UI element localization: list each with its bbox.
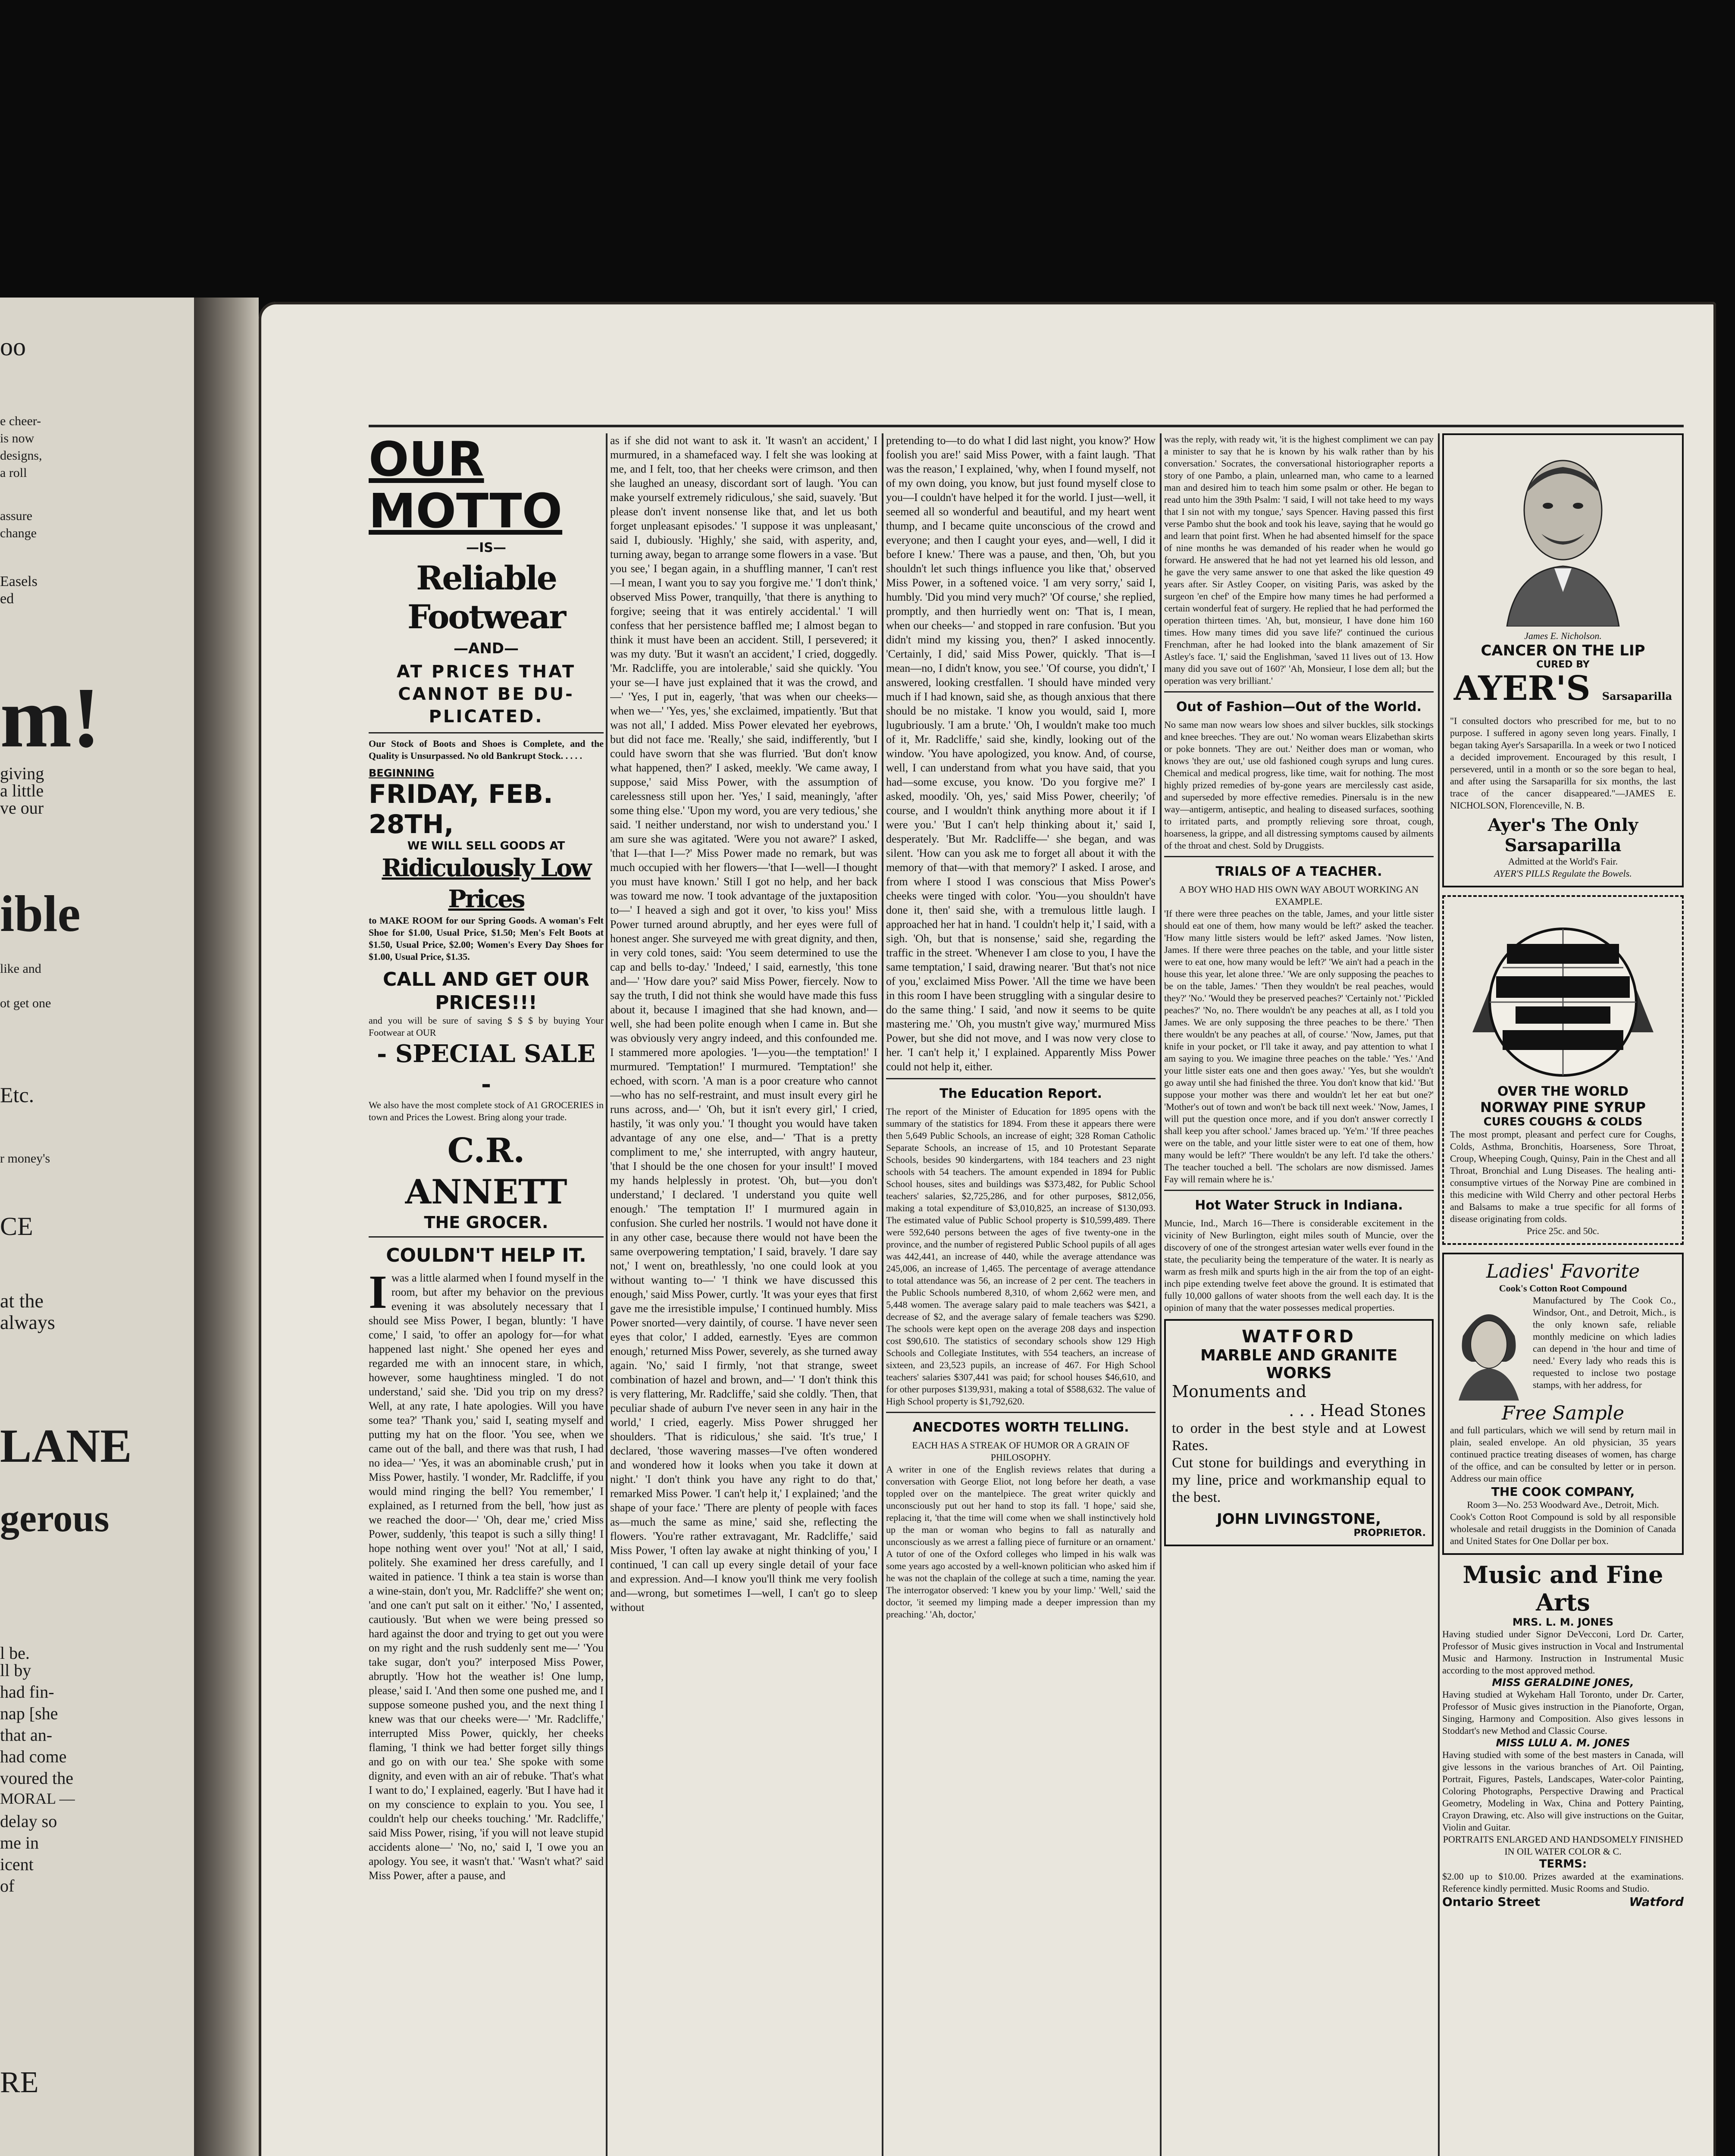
marble-works-advertisement (1164, 1319, 1434, 1546)
cures-label: CURES COUGHS & COLDS (1483, 1116, 1643, 1128)
adjacent-page-text-fragment: that an- (0, 1725, 53, 1745)
make-room-text: to MAKE ROOM for our Spring Goods. A woman's Felt Shoe for $1.00, Usual Price, $1.50; Men's Felt Boots at $1.50, Usual Price, $2.00; Women's Every Day Shoes for $1.00, Usual Price, $1.35. (369, 915, 604, 962)
cook-compound-advertisement (1442, 1253, 1684, 1555)
terms-text: $2.00 up to $10.00. Prizes awarded at the examinations. Reference kindly permitted. Music Rooms and Studio. (1442, 1871, 1684, 1894)
street-line (1442, 1895, 1684, 1909)
mrs-jones-text: Having studied under Signor DeVecconi, Lord Dr. Carter, Professor of Music gives instruction in Vocal and Instrumental Music and Harmony. Instruction in Instrumental Music according to the most approved method. (1442, 1629, 1684, 1676)
cook-sold-text: Cook's Cotton Root Compound is sold by all responsible wholesale and retail druggists in the Dominion of Canada and United States for One Dollar per box. (1450, 1511, 1676, 1546)
adjacent-page-text-fragment: ve our (0, 798, 44, 818)
column-rule (606, 433, 608, 2156)
adjacent-page-text-fragment: a roll (0, 466, 27, 480)
adjacent-page-text-fragment: m! (0, 670, 101, 765)
adjacent-page-text-fragment: l be. (0, 1643, 30, 1663)
adjacent-page-text-fragment: RE (0, 2066, 39, 2099)
cook-product-name: Cook's Cotton Root Compound (1499, 1283, 1627, 1294)
book-gutter (194, 298, 259, 2156)
column-rule (1160, 433, 1162, 2156)
adjacent-page-text-fragment: delay so (0, 1811, 57, 1831)
stock-statement: Our Stock of Boots and Shoes is Complete, and the Quality is Unsurpassed. No old Bankrupt Stock. . . . . (369, 738, 604, 761)
norway-pine-name: NORWAY PINE SYRUP (1480, 1099, 1646, 1116)
mrs-jones-name: MRS. L. M. JONES (1512, 1616, 1614, 1628)
ayers-testimonial: "I consulted doctors who prescribed for me, but to no purpose. I suffered in agony seven long years. Finally, I began taking Ayer's Sarsaparilla. In a week or two I noticed a decided improvement. Encouraged by this result, I persevered, until in a month or so the sore began to heal, and after using the Sarsaparilla for six months, the last trace of the cancer disappeared."—JAMES E. NICHOLSON, Florenceville, N. B. (1450, 715, 1676, 811)
terms-heading: TERMS: (1539, 1858, 1587, 1871)
divider (1164, 856, 1434, 857)
story-title: COULDN'T HELP IT. (386, 1244, 586, 1266)
proprietor-name: JOHN LIVINGSTONE, (1216, 1510, 1381, 1528)
portraits-text: PORTRAITS ENLARGED AND HANDSOMELY FINISHED IN OIL WATER COLOR & C. (1443, 1834, 1683, 1857)
cook-text: Manufactured by The Cook Co., Windsor, Ont., and Detroit, Mich., is the only known safe, reliable monthly medicine on which ladies can depend in 'the hour and time of need.' Every lady who reads this is requested to inclose two postage stamps, with her address, for (1533, 1295, 1676, 1390)
divider (369, 1236, 604, 1238)
motto-heading-motto: MOTTO (369, 483, 563, 539)
adjacent-page-text-fragment: ible (0, 885, 81, 942)
ayers-brand (1450, 670, 1676, 715)
is-label: —IS— (466, 540, 506, 555)
story-dropcap: I (369, 1266, 387, 1318)
adjacent-page-text-fragment: like and (0, 962, 41, 976)
trials-subtitle: A BOY WHO HAD HIS OWN WAY ABOUT WORKING AN EXAMPLE. (1179, 884, 1419, 907)
trials-title: TRIALS OF A TEACHER. (1215, 864, 1382, 879)
trials-text: 'If there were three peaches on the table, James, and your little sister should eat one of them, how many would be left?' asked the teacher. 'How many little sisters would be left?' asked James. 'Now listen, James. If there were three peaches on the table, and your little sister were to eat one, how many would be left?' 'We ain't had a peach in the house this year, let alone three.' 'We are only supposing the peaches to be on the table, James.' 'Then they wouldn't be real peaches, would they?' 'No.' 'Would they be preserved peaches?' 'Certainly not.' 'Pickled peaches?' 'No, no. There wouldn't be any peaches at all, as I told you James. We are only supposing the three peaches to be there.' 'Then there wouldn't be any peaches at all, of course.' 'Now, James, put that knife in your pocket, or I'll take it away, and pay attention to what I am saying to you. We imagine three peaches on the table.' 'Yes.' 'And your little sister eats one and then goes away.' 'Yes, but she wouldn't go away until she had finished the three. You don't know that kid.' 'But suppose your mother was there and wouldn't let her eat but one?' 'Mother's out of town and won't be back till next week.' 'Now, James, I will put the question once more, and if you don't answer correctly I shall keep you after school.' James braced up. 'Ye'm.' 'If three peaches were on the table, and your little sister were to eat one of them, how many would be left?' 'There wouldn't be any left. I'd take the others.' The teacher touched a bell. 'The scholars are now dismissed. James Fay will remain where he is.' (1164, 908, 1434, 1185)
lady-portrait-image (1450, 1297, 1528, 1401)
column-2 (610, 433, 877, 2156)
globe-trademark-image (1455, 903, 1671, 1084)
town-name: Watford (1629, 1895, 1684, 1909)
special-sale: - SPECIAL SALE - (376, 1040, 595, 1098)
story-conclusion: pretending to—to do what I did last night, you know?' How foolish you are!' said Miss Power, with a faint laugh. 'That was the reason,' I explained, 'why, when I found myself, not of my own doing, you know, but just found myself close to you—I couldn't have helped it for the world. I just—well, it seemed all so wonderful and beautiful, and my heart went thump, and I became quite unconscious of the crowd and everyone; and then I caught your eyes, and—well, I did it before I knew.' There was a pause, and then, 'Oh, but you shouldn't let such things influence you like that,' observed Miss Power, in a softened voice. 'I am very sorry,' said I, humbly. 'Did you mind very much?' 'Of course,' she replied, promptly, and then hurriedly went on: 'That is, I mean, when our cheeks—' and stopped in rare confusion. 'But you didn't mind my kissing you, then?' I asked innocently. 'Certainly, I did,' said Miss Power, quickly. 'That is—I mean—no, I didn't know, you see.' 'Of course, you didn't,' I answered, looking crestfallen. 'I should have minded very much if I had known, said she, as though anxious that there should be no mistake. 'I know you would, said I, more lugubriously. 'I am a brute.' 'Oh, I wouldn't make too much of it, Mr. Radcliffe,' said she, kindly, looking out of the window. 'You have apologized, you know. And, of course, well, I can understand from what you have said, that you had—some excuse, you know. 'Do you forgive me?' I asked, moodily. 'Oh, yes,' said Miss Power, cheerily; 'of course, and I wouldn't think anything more about it if I were you.' 'But I can't help thinking about it,' said I, desperately. 'But Mr. Radcliffe—' she began, and was silent. 'How can you ask me to forget all about it with the memory of that—with that memory?' I asked. I arose, and from where I stood I was conscious that Miss Power's cheeks were tinged with color. 'You—you shouldn't have done it, then' said she, with a tremulous little laugh. I approached her hat in hand. 'I couldn't help it,' I said, with a sigh. 'Oh, but that is nonsense,' said she, regarding the traffic in the street. 'Whenever I am close to you, I have the same temptation,' I said, drawing nearer. 'But that's not nice of you,' exclaimed Miss Power. 'All the time we have been in this room I have been struggling with a singular desire to do the same thing.' I said, 'and now it seems to be quite mastering me.' 'Oh, you mustn't give way,' murmured Miss Power, but she did not move, and I was now very close to her. 'I can't help it,' I explained. Apparently Miss Power could not help it, either. (886, 434, 1156, 1073)
adjacent-page-text-fragment: assure (0, 509, 32, 523)
music-advertisement (1442, 1561, 1684, 1909)
norway-text: The most prompt, pleasant and perfect cure for Coughs, Colds, Asthma, Bronchitis, Hoarseness, Sore Throat, Croup, Wheeping Cough, Quinsy, Pain in the Chest and all Throat, Bronchial and Lung Diseases. The healing anti-consumptive virtues of the Norway Pine are combined in this medicine with Wild Cherry and other pectoral Herbs and Balsams to make a true specific for all forms of disease originating from colds. (1450, 1129, 1676, 1224)
divider (369, 732, 604, 733)
headstones-line: . . . Head Stones (1289, 1401, 1426, 1420)
cut-stone-text: Cut stone for buildings and everything in my line, price and workmanship equal to the best. (1172, 1455, 1426, 1505)
education-report-title: The Education Report. (939, 1086, 1102, 1101)
adjacent-page-text-fragment: change (0, 526, 37, 540)
adjacent-page-text-fragment: ot get one (0, 996, 51, 1010)
anecdotes-text: A writer in one of the English reviews relates that during a conversation with George Eliot, not long before her death, a vase toppled over on the mantelpiece. The great writer quickly and unconsciously put out her hand to stop its fall. 'I hope,' said she, replacing it, 'that the time will come when we shall instinctively hold up the man or woman who begins to fall as naturally and unconsciously as we arrest a falling piece of furniture or an ornament.' A tutor of one of the Oxford colleges who limped in his walk was some years ago accosted by a well-known politician who asked him if he was not the chaplain of the college at such a time, naming the year. The interrogator observed: 'I knew you by your limp.' 'Well,' said the doctor, 'it seemed my limping made a deeper impression than my preaching.' 'Ah, doctor,' (886, 1464, 1156, 1620)
column-3 (886, 433, 1156, 2156)
adjacent-page-text-fragment: a little (0, 781, 44, 800)
proprietor-label: PROPRIETOR. (1353, 1528, 1426, 1539)
adjacent-page-text-fragment: oo (0, 332, 26, 361)
geraldine-text: Having studied at Wykeham Hall Toronto, under Dr. Carter, Professor of Music gives instruction in the Pianoforte, Organ, Singing, Harmony and Composition. Also gives lessons in Stoddart's new Method and Classic Course. (1442, 1689, 1684, 1736)
fashion-title: Out of Fashion—Out of the World. (1176, 699, 1422, 714)
the-grocer: THE GROCER. (424, 1213, 548, 1232)
adjacent-page-text-fragment: Easels (0, 573, 38, 589)
divider (886, 1412, 1156, 1413)
call-and-get: CALL AND GET OUR PRICES!!! (383, 968, 589, 1014)
annett-advertisement (369, 433, 604, 1238)
adjacent-page-text-fragment: giving (0, 764, 44, 783)
adjacent-page-text-fragment: is now (0, 431, 34, 445)
marble-heading: MARBLE AND GRANITE WORKS (1200, 1347, 1398, 1382)
adjacent-page-text-fragment: MORAL — (0, 1790, 75, 1807)
anecdotes-title: ANECDOTES WORTH TELLING. (912, 1420, 1129, 1435)
adjacent-page-text-fragment: had fin- (0, 1682, 54, 1702)
anecdotes-subtitle: EACH HAS A STREAK OF HUMOR OR A GRAIN OF PHILOSOPHY. (912, 1440, 1130, 1463)
adjacent-page-text-fragment: designs, (0, 448, 42, 463)
admitted-text: Admitted at the World's Fair. (1508, 856, 1618, 867)
ayers-only: Ayer's The Only Sarsaparilla (1488, 815, 1638, 856)
lulu-text: Having studied with some of the best masters in Canada, will give lessons in the various branches of Art. Oil Painting, Portrait, Figures, Pastels, Landscapes, Water-color Painting, Coloring Photographs, Perspective Drawing and Practical Geometry, Modeling in Wax, China and Pottery Painting, Crayon Drawing, etc. Also will give instructions on the Guitar, Violin and Guitar. (1442, 1749, 1684, 1833)
pills-text: AYER'S PILLS Regulate the Bowels. (1494, 868, 1632, 879)
order-text: to order in the best style and at Lowest Rates. (1172, 1420, 1426, 1454)
story-text: was a little alarmed when I found myself in the room, but after my behavior on the previous evening it was absolutely necessary that I should see Miss Power, I began, bluntly: 'I have come,' I said, 'to offer an apology for—for what happened last night.' She opened her eyes and regarded me with an innocent stare, in which, however, some haughtiness mingled. 'I do not understand,' said she. 'Did you trip on my dress? Well, at any rate, I hate apologies. Will you have some tea?' 'Thank you,' said I, seating myself and putting my hat on the floor. 'You see, when we came out of the ball, and there was that rush, I had no idea—' 'Yes, it was an abominable crush,' put in Miss Power, hastily. 'I wonder, Mr. Radcliffe, if you would mind ringing the bell? You remember,' I explained, as I returned from the bell, 'how just as we reached the door—' 'Oh, dear me,' cried Miss Power, suddenly, 'this teapot is such a silly thing! I hope nothing went over you!' 'Not at all,' I said, politely. She examined her dress carefully, and I waited in patience. 'I think a tea stain is worse than a wine-stain, don't you, Mr. Radcliffe?' she went on; 'and one can't put salt on it either.' 'No,' I assented, cautiously. 'But when we were being pressed so hard against the door and trying to get out you were on my right and the rush suddenly sent me—' 'You take sugar, don't you?' interposed Miss Power, abruptly. 'How hot the weather is! One lump, please,' said I. 'And then some one pushed me, and I suppose someone pushed you, and the next thing I knew was that our cheeks were—' 'Mr. Radcliffe,' interrupted Miss Power, quickly, her cheeks flaming, 'I think we had better forget silly things and go on with our tea.' She spoke with some dignity, and even with an air of rebuke. 'That's what I want to do,' I explained, eagerly. 'But I have had it on my conscience to explain to you. You see, I couldn't help our cheeks touching.' 'Mr. Radcliffe,' said Miss Power, rising, 'if you will not leave stupid accidents alone—' 'No, no,' said I, 'I owe you an apology. You see, it wasn't that.' 'Wasn't what?' said Miss Power, after a pause, and (369, 1272, 604, 1882)
newspaper-page (259, 302, 1716, 2156)
column-4 (1164, 433, 1434, 2156)
adjacent-page-text-fragment: nap [she (0, 1704, 58, 1723)
norway-price: Price 25c. and 50c. (1527, 1225, 1599, 1236)
geraldine-name: MISS GERALDINE JONES, (1492, 1677, 1634, 1689)
we-will-sell: WE WILL SELL GOODS AT (407, 840, 565, 852)
column-rule (1438, 433, 1440, 2156)
story-body (369, 1266, 604, 1883)
ayers-name: AYER'S (1453, 669, 1591, 708)
monuments-line: Monuments and (1172, 1382, 1307, 1401)
and-label: —AND— (454, 640, 519, 657)
adjacent-page-text-fragment: ll by (0, 1661, 31, 1680)
anecdotes-continued: was the reply, with ready wit, 'it is the highest compliment we can pay a minister to say that he is known by his walk rather than by his conversation.' Socrates, the conversational historiographer reports a story of one Pambo, a plain, unlearned man, who came to a learned man and desired him to teach him some psalm or other. He began to read unto him the 39th Psalm: 'I said, I will not take heed to my ways that I sin not with my tongue,' says Spencer. Having passed this first verse Pambo shut the book and took his leave, saying that he would go and learn that point first. When he had absented himself for the space of nine months he was demanded of his reader when he would go forward. He answered that he had not yet learned his old lesson, and he gave the very same answer to one that asked the like question 49 years after. Sir Astley Cooper, on visiting Paris, was asked by the surgeon 'en chef' of the Empire how many times he had performed a certain wonderful feat of surgery. He replied that he had performed the operation thirteen times. 'Ah, but, monsieur, I have done him 160 times. How many times did you save life?' continued the curious Frenchman, after he had looked into the blank amazement of Sir Astley's face. 'I,' said the Englishman, 'saved 11 lives out of 13. How many did you save out of 160?' 'Ah, Monsieur, I lose dem all; but the operation was very brilliant.' (1164, 434, 1434, 686)
adjacent-page-text-fragment: LANE (0, 1420, 132, 1472)
cook-company: THE COOK COMPANY, (1491, 1485, 1635, 1499)
over-the-world-label: OVER THE WORLD (1497, 1084, 1629, 1099)
sale-date: FRIDAY, FEB. 28TH, (369, 779, 553, 840)
adjacent-page-text-fragment: ed (0, 591, 14, 607)
column-rule (882, 433, 883, 2156)
adjacent-page-text-fragment: of (0, 1876, 15, 1896)
ladies-favorite-heading: Ladies' Favorite (1486, 1260, 1640, 1282)
divider (1164, 691, 1434, 693)
cook-text-2: and full particulars, which we will send by return mail in plain, sealed envelope. An old physician, 35 years continued practice treating diseases of women, has charge of the office, and can be consulted by letter or in person. Address our main office (1450, 1425, 1676, 1484)
ayers-advertisement (1442, 433, 1684, 887)
story-continued: as if she did not want to ask it. 'It wasn't an accident,' I murmured, in a shamefaced way. I felt she was looking at me, and I felt, too, that her cheeks were crimson, and then she laughed an uneasy, discordant sort of laugh. 'You can make yourself extremely ridiculous,' she said, suavely. 'But please don't invent nonsense like that, and let us both forget unpleasant episodes.' 'I suppose it was unpleasant,' said I, dubiously. 'Highly,' she said, with asperity, and, turning away, began to arrange some flowers in a vase. 'But you see,' I began again, in a shuffling manner, 'I can't rest—I mean, I want you to say you forgive me.' 'I don't think,' observed Miss Power, tranquilly, 'that there is anything to forgive; seeing that it was entirely accidental.' 'I will confess that her persistence baffled me; I almost began to think it must have been an accident. Still, I persevered; it was my duty. 'But it wasn't an accident,' I cried, doggedly. 'Mr. Radcliffe, you are intolerable,' said she quickly. 'You your se—I have just explained that it was the crowd, and—' 'Yes, I put in, eagerly, 'that was when our cheeks—when we—' 'Yes, yes,' she exclaimed, impatiently. 'But that was not all,' I added. Miss Power elevated her eyebrows, but did not face me. 'Really,' she said, indifferently, 'but I could have sworn that she was flurried. 'But don't know what happened, then?' I asked, meekly. 'We came away, I suppose,' said Miss Power, with the assumption of carelessness still upon her. 'Yes,' I said, meaningly, 'after some thing else.' 'Upon my word, you are very tedious,' she said. 'I neither understand, nor wish to understand you.' I am sure she was agitated. 'Were you not aware?' I asked, 'that I—that I—?' Miss Power made no remark, but was much occupied with her flowers—'that I—well—I thought you must have known.' Still I got no help, and her back was toward me now. 'I took advantage of the juxtaposition to—' I heaved a sigh and got it over, 'to kiss you!' Miss Power turned around abruptly, and her eyes were full of honest anger. She surveyed me with great dignity, and then, in very cold tones, said: 'You seem determined to use the cap and bells to-day.' 'Indeed,' I said, earnestly, 'this tone and—' 'How dare you?' said Miss Power, fiercely. Now to say the truth, I did not think she would have made this fuss about it, because I imagined that she had known, and—well, she had been polite enough when I came in. But she was obviously very angry indeed, and this confounded me. I stammered more apologies. 'I—you—the temptation!' I murmured. 'Temptation!' I murmured. 'Temptation!' she echoed, with scorn. 'A man is a poor creature who cannot—who has no self-restraint, and must insult every girl he runs across, and—' 'Oh, but it isn't every girl,' I cried, hastily, 'it was only you.' 'I thought you would have taken advantage of any one else, and—' 'That is a pretty compliment to me,' she interrupted, with angry hauteur, 'that I should be the one chosen for your insult!' I moved my hands helplessly in protest. 'Oh, but—you don't understand,' I declared. 'I understand you quite well enough.' 'The temptation I!' I murmured again in confusion. She curled her nostrils. 'I would not have done it in any other case, because there would not have been the same overpowering temptation,' I said, bravely. 'I dare say not,' I went on, breathlessly, 'no one could look at you without wanting to—' 'I think we have discussed this enough,' said Miss Power, curtly. 'It was your eyes that first gave me the irresistible impulse,' I continued humbly. Miss Power snorted—very daintily, of course. 'I have never seen eyes that color,' I added, earnestly. 'Eyes are common enough,' returned Miss Power, severely, as she turned away again. 'No,' said I firmly, 'not that strange, sweet combination of hazel and brown, and—' 'I don't think this is very flattering, Mr. Radcliffe,' said she coldly. 'Then, that peculiar shade of auburn I've never seen in any hair in the world,' I cried, eagerly. Miss Power shrugged her shoulders. 'That is ridiculous,' she said. 'It's true,' I declared, 'those wavering masses—I've often wondered and wondered how it looks when you take it down at night.' 'I don't think you have any right to do that,' remarked Miss Power. 'I can't help it,' I explained; 'and the shape of your face.' 'There are plenty of people with faces as—much the same as mine,' said she, reflecting the flowers. 'You're rather extravagant, Mr. Radcliffe,' said Miss Power, 'I often lay awake at night thinking of you,' I continued, 'I can call up every single detail of your face and expression. And—I know you'll think me very foolish and—wrong, but sometimes I—well, I can't go to sleep without (610, 434, 877, 1614)
sarsaparilla-label: Sarsaparilla (1602, 690, 1672, 702)
adjacent-page-text-fragment: icent (0, 1855, 34, 1874)
adjacent-page-text-fragment: gerous (0, 1497, 110, 1540)
adjacent-page-text-fragment: e cheer- (0, 414, 41, 428)
reliable-footwear-heading: Reliable Footwear (407, 559, 565, 636)
free-sample-heading: Free Sample (1501, 1402, 1624, 1424)
music-title: Music and Fine Arts (1463, 1561, 1663, 1616)
adjacent-page-text-fragment: voured the (0, 1768, 73, 1788)
cook-address: Room 3—No. 253 Woodward Ave., Detroit, Mich. (1467, 1499, 1659, 1510)
prices-statement: AT PRICES THAT CANNOT BE DU- PLICATED. (396, 662, 576, 727)
adjacent-page-text-fragment: r money's (0, 1151, 50, 1166)
norway-pine-advertisement (1442, 895, 1684, 1245)
cured-by: CURED BY (1536, 659, 1590, 670)
portrait-engraving-image (1490, 445, 1636, 627)
annett-name: C.R. ANNETT (405, 1131, 567, 1212)
street-name: Ontario Street (1442, 1895, 1541, 1909)
hot-water-title: Hot Water Struck in Indiana. (1195, 1198, 1403, 1213)
adjacent-page-text-fragment: Etc. (0, 1083, 34, 1107)
portrait-caption: James E. Nicholson. (1524, 630, 1602, 641)
divider (886, 1078, 1156, 1079)
top-rule (369, 425, 1684, 427)
education-report-text: The report of the Minister of Education for 1895 opens with the summary of the statistics for 1894. From these it appears there were then 5,649 Public Schools, an increase of eight; 328 Roman Catholic Separate Schools, an increase of 15, and 10 Protestant Separate Schools, besides 90 kindergartens, with 184 teachers and 23 night schools with 54 teachers. The amount expended in 1894 for Public School houses, sites and buildings was $373,482, for Public School teachers' salaries, $2,725,286, and for other purposes, $812,056, making a total expenditure of $3,010,825, an increase of $130,093. The estimated value of Public School property is $10,599,489. There were 592,640 persons between the ages of five twenty-one in the province, and the number of registered Public School pupils of all ages was 442,441, an increase of 440, while the average attendance was 245,006, an increase of 1,465. The percentage of average attendance to total attendance was 56, an increase of 2 per cent. The teachers in the Public Schools numbered 8,310, of whom 2,662 were men, and 5,448 women. The average salary paid to male teachers was $421, a decrease of $2, and the average salary of female teachers was $290. The schools were kept open on the average 208 days and inspection cost $90,610. The statistics of secondary schools show 129 High Schools and Collegiate Institutes, with 554 teachers, an increase of sixteen, and 23,523 pupils, an increase of 467. For High School teachers' salaries $307,441 was paid; for school houses $46,610, and for other purposes $139,931, making a total of $588,632. The value of High School property is $1,792,620. (886, 1106, 1156, 1407)
divider (1164, 1190, 1434, 1191)
beginning-label: BEGINNING (369, 767, 435, 779)
adjacent-page-text-fragment: me in (0, 1833, 39, 1852)
watford-heading: WATFORD (1242, 1327, 1356, 1347)
motto-heading-our: OUR (369, 433, 484, 487)
adjacent-page-text-fragment: always (0, 1311, 55, 1333)
column-5 (1442, 433, 1684, 2156)
adjacent-page-text-fragment: CE (0, 1212, 33, 1241)
saving-text: and you will be sure of saving $ $ $ by buying Your Footwear at OUR (369, 1015, 604, 1038)
groceries-text: We also have the most complete stock of A1 GROCERIES in town and Prices the Lowest. Bring along your trade. (369, 1100, 604, 1122)
lulu-name: MISS LULU A. M. JONES (1496, 1737, 1630, 1749)
hot-water-text: Muncie, Ind., March 16—There is considerable excitement in the vicinity of New Burlington, eight miles south of Muncie, over the discovery of one of the strongest artesian water wells ever found in the state, the peculiarity being the temperature of the water. It is nearly as warm as fresh milk and spurts high in the air from the top of an eight-inch pipe extending twelve feet above the ground. It is estimated that fully 10,000 gallons of water shoots from the well each day. It is the opinion of many that the water possesses medical properties. (1164, 1218, 1434, 1313)
ridiculously-low-prices: Ridiculously Low Prices (382, 854, 591, 913)
adjacent-page-strip (0, 298, 197, 2156)
cancer-heading: CANCER ON THE LIP (1481, 642, 1645, 659)
fashion-text: No same man now wears low shoes and silver buckles, silk stockings and knee breeches. 'They are out.' No woman wears Elizabethan skirts or poke bonnets. 'They are out.' Neither does man or woman, who knows 'they are out,' use old fashioned cough syrups and lung cures. Chemical and medical progress, like time, wait for nothing. The most highly prized remedies of by-gone years are mercilessly cast aside, and superseded by more effective remedies. Pinersalu is in the new way—antigerm, antiseptic, and healing to diseased surfaces, soothing to irritated parts, and promptly relieving sore throat, cough, hoarseness, la grippe, and all distressing symptoms caused by ailments of the throat and chest. Sold by Druggists. (1164, 719, 1434, 851)
adjacent-page-text-fragment: had come (0, 1747, 67, 1766)
column-1 (369, 433, 604, 2156)
adjacent-page-text-fragment: at the (0, 1290, 44, 1312)
